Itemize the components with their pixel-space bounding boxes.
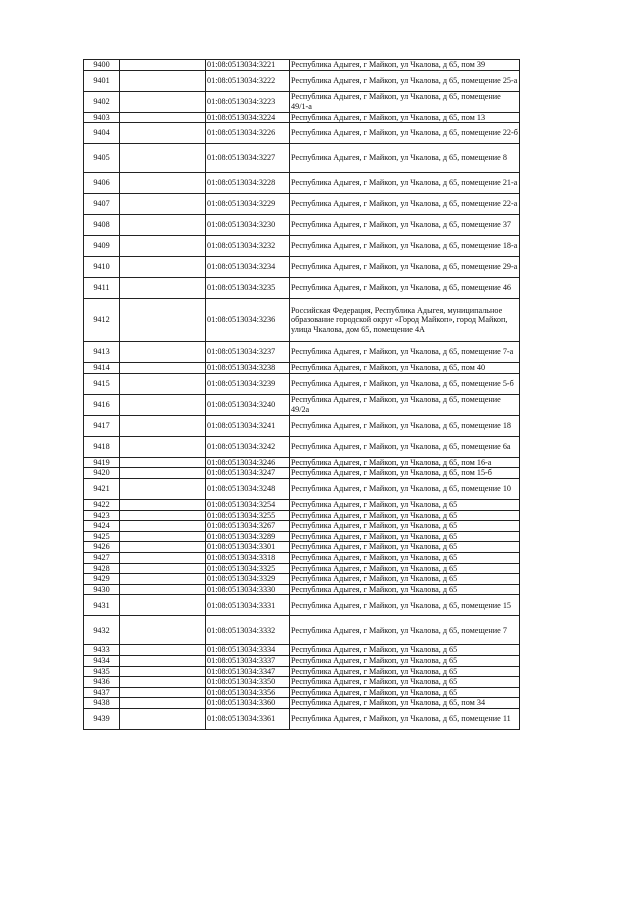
registry-body [84,60,520,730]
table-row [84,278,520,299]
address: Республика Адыгея, г Майкоп, ул Чкалова, д 65, пом 13 [290,112,520,123]
address: Республика Адыгея, г Майкоп, ул Чкалова, д 65, помещение 7 [290,616,520,645]
row-number: 9431 [84,595,120,616]
cadastral-number: 01:08:0513034:3234 [206,257,290,278]
row-number: 9406 [84,173,120,194]
cadastral-number: 01:08:0513034:3331 [206,595,290,616]
empty-cell [120,194,206,215]
table-row [84,542,520,553]
row-number: 9433 [84,645,120,656]
row-number: 9435 [84,666,120,677]
table-row [84,468,520,479]
cadastral-number: 01:08:0513034:3227 [206,144,290,173]
row-number: 9419 [84,457,120,468]
address: Республика Адыгея, г Майкоп, ул Чкалова, д 65, пом 15-б [290,468,520,479]
empty-cell [120,499,206,510]
table-row [84,478,520,499]
address: Республика Адыгея, г Майкоп, ул Чкалова, д 65, помещение 5-б [290,373,520,394]
row-number: 9414 [84,363,120,374]
address: Республика Адыгея, г Майкоп, ул Чкалова, д 65, помещение 46 [290,278,520,299]
empty-cell [120,584,206,595]
table-row [84,194,520,215]
row-number: 9412 [84,299,120,342]
row-number: 9405 [84,144,120,173]
empty-cell [120,257,206,278]
row-number: 9425 [84,531,120,542]
table-row [84,173,520,194]
cadastral-number: 01:08:0513034:3235 [206,278,290,299]
address: Республика Адыгея, г Майкоп, ул Чкалова, д 65, помещение 18-а [290,236,520,257]
empty-cell [120,144,206,173]
row-number: 9411 [84,278,120,299]
row-number: 9415 [84,373,120,394]
address: Республика Адыгея, г Майкоп, ул Чкалова, д 65, помещение 22-а [290,194,520,215]
table-row [84,521,520,532]
row-number: 9402 [84,91,120,112]
cadastral-number: 01:08:0513034:3230 [206,215,290,236]
cadastral-number: 01:08:0513034:3247 [206,468,290,479]
table-row [84,394,520,415]
cadastral-number: 01:08:0513034:3289 [206,531,290,542]
table-row [84,574,520,585]
address: Республика Адыгея, г Майкоп, ул Чкалова, д 65, помещение 6а [290,436,520,457]
row-number: 9401 [84,70,120,91]
cadastral-number: 01:08:0513034:3255 [206,510,290,521]
empty-cell [120,278,206,299]
cadastral-number: 01:08:0513034:3254 [206,499,290,510]
row-number: 9404 [84,123,120,144]
table-row [84,457,520,468]
empty-cell [120,394,206,415]
table-row [84,552,520,563]
address: Республика Адыгея, г Майкоп, ул Чкалова, д 65 [290,542,520,553]
row-number: 9421 [84,478,120,499]
empty-cell [120,468,206,479]
cadastral-number: 01:08:0513034:3232 [206,236,290,257]
cadastral-number: 01:08:0513034:3301 [206,542,290,553]
address: Республика Адыгея, г Майкоп, ул Чкалова, д 65 [290,666,520,677]
row-number: 9422 [84,499,120,510]
empty-cell [120,645,206,656]
cadastral-number: 01:08:0513034:3224 [206,112,290,123]
cadastral-number: 01:08:0513034:3318 [206,552,290,563]
address: Республика Адыгея, г Майкоп, ул Чкалова, д 65 [290,687,520,698]
table-row [84,236,520,257]
cadastral-number: 01:08:0513034:3356 [206,687,290,698]
row-number: 9424 [84,521,120,532]
empty-cell [120,666,206,677]
address: Республика Адыгея, г Майкоп, ул Чкалова, д 65, помещение 15 [290,595,520,616]
row-number: 9432 [84,616,120,645]
cadastral-number: 01:08:0513034:3223 [206,91,290,112]
cadastral-number: 01:08:0513034:3239 [206,373,290,394]
address: Республика Адыгея, г Майкоп, ул Чкалова, д 65, пом 34 [290,698,520,709]
table-row [84,215,520,236]
address: Республика Адыгея, г Майкоп, ул Чкалова, д 65 [290,645,520,656]
row-number: 9423 [84,510,120,521]
cadastral-number: 01:08:0513034:3360 [206,698,290,709]
cadastral-number: 01:08:0513034:3248 [206,478,290,499]
address: Республика Адыгея, г Майкоп, ул Чкалова, д 65 [290,574,520,585]
address: Республика Адыгея, г Майкоп, ул Чкалова, д 65, помещение 25-а [290,70,520,91]
empty-cell [120,542,206,553]
address: Республика Адыгея, г Майкоп, ул Чкалова, д 65, помещение 49/1-а [290,91,520,112]
address: Республика Адыгея, г Майкоп, ул Чкалова, д 65, помещение 37 [290,215,520,236]
property-registry-table [83,59,520,730]
table-row [84,342,520,363]
row-number: 9420 [84,468,120,479]
address: Республика Адыгея, г Майкоп, ул Чкалова, д 65, помещение 49/2а [290,394,520,415]
empty-cell [120,373,206,394]
table-row [84,595,520,616]
address: Республика Адыгея, г Майкоп, ул Чкалова, д 65 [290,499,520,510]
empty-cell [120,363,206,374]
table-row [84,584,520,595]
table-row [84,373,520,394]
cadastral-number: 01:08:0513034:3347 [206,666,290,677]
address: Республика Адыгея, г Майкоп, ул Чкалова, д 65, помещение 21-а [290,173,520,194]
table-row [84,698,520,709]
address: Республика Адыгея, г Майкоп, ул Чкалова, д 65, помещение 10 [290,478,520,499]
cadastral-number: 01:08:0513034:3222 [206,70,290,91]
empty-cell [120,236,206,257]
empty-cell [120,91,206,112]
cadastral-number: 01:08:0513034:3361 [206,708,290,729]
empty-cell [120,415,206,436]
table-row [84,708,520,729]
empty-cell [120,123,206,144]
empty-cell [120,574,206,585]
row-number: 9437 [84,687,120,698]
row-number: 9413 [84,342,120,363]
row-number: 9430 [84,584,120,595]
address: Республика Адыгея, г Майкоп, ул Чкалова, д 65 [290,677,520,688]
table-row [84,510,520,521]
row-number: 9434 [84,655,120,666]
empty-cell [120,677,206,688]
cadastral-number: 01:08:0513034:3332 [206,616,290,645]
address: Республика Адыгея, г Майкоп, ул Чкалова, д 65, помещение 29-а [290,257,520,278]
empty-cell [120,215,206,236]
cadastral-number: 01:08:0513034:3330 [206,584,290,595]
table-row [84,436,520,457]
cadastral-number: 01:08:0513034:3246 [206,457,290,468]
empty-cell [120,698,206,709]
cadastral-number: 01:08:0513034:3238 [206,363,290,374]
cadastral-number: 01:08:0513034:3240 [206,394,290,415]
address: Республика Адыгея, г Майкоп, ул Чкалова, д 65 [290,510,520,521]
table-row [84,616,520,645]
cadastral-number: 01:08:0513034:3229 [206,194,290,215]
empty-cell [120,563,206,574]
cadastral-number: 01:08:0513034:3241 [206,415,290,436]
address: Республика Адыгея, г Майкоп, ул Чкалова, д 65 [290,563,520,574]
cadastral-number: 01:08:0513034:3329 [206,574,290,585]
empty-cell [120,112,206,123]
table-row [84,655,520,666]
table-row [84,415,520,436]
address: Республика Адыгея, г Майкоп, ул Чкалова, д 65 [290,655,520,666]
row-number: 9417 [84,415,120,436]
row-number: 9426 [84,542,120,553]
address: Республика Адыгея, г Майкоп, ул Чкалова, д 65, помещение 7-а [290,342,520,363]
empty-cell [120,616,206,645]
row-number: 9407 [84,194,120,215]
address: Республика Адыгея, г Майкоп, ул Чкалова, д 65, пом 39 [290,60,520,71]
address: Республика Адыгея, г Майкоп, ул Чкалова, д 65, пом 40 [290,363,520,374]
cadastral-number: 01:08:0513034:3337 [206,655,290,666]
row-number: 9416 [84,394,120,415]
address: Республика Адыгея, г Майкоп, ул Чкалова, д 65, помещение 11 [290,708,520,729]
row-number: 9429 [84,574,120,585]
empty-cell [120,70,206,91]
address: Республика Адыгея, г Майкоп, ул Чкалова, д 65 [290,552,520,563]
empty-cell [120,531,206,542]
empty-cell [120,655,206,666]
address: Республика Адыгея, г Майкоп, ул Чкалова, д 65, помещение 8 [290,144,520,173]
address: Республика Адыгея, г Майкоп, ул Чкалова, д 65, помещение 18 [290,415,520,436]
address: Республика Адыгея, г Майкоп, ул Чкалова, д 65, помещение 22-б [290,123,520,144]
table-row [84,144,520,173]
cadastral-number: 01:08:0513034:3242 [206,436,290,457]
table-row [84,60,520,71]
table-row [84,257,520,278]
empty-cell [120,708,206,729]
cadastral-number: 01:08:0513034:3236 [206,299,290,342]
cadastral-number: 01:08:0513034:3228 [206,173,290,194]
empty-cell [120,478,206,499]
cadastral-number: 01:08:0513034:3221 [206,60,290,71]
empty-cell [120,60,206,71]
empty-cell [120,173,206,194]
empty-cell [120,457,206,468]
table-row [84,563,520,574]
row-number: 9439 [84,708,120,729]
table-row [84,687,520,698]
cadastral-number: 01:08:0513034:3226 [206,123,290,144]
cadastral-number: 01:08:0513034:3350 [206,677,290,688]
row-number: 9418 [84,436,120,457]
table-row [84,363,520,374]
row-number: 9427 [84,552,120,563]
cadastral-number: 01:08:0513034:3334 [206,645,290,656]
table-row [84,499,520,510]
row-number: 9409 [84,236,120,257]
row-number: 9438 [84,698,120,709]
address: Республика Адыгея, г Майкоп, ул Чкалова, д 65 [290,521,520,532]
empty-cell [120,552,206,563]
empty-cell [120,687,206,698]
address: Республика Адыгея, г Майкоп, ул Чкалова, д 65 [290,584,520,595]
table-row [84,299,520,342]
address: Республика Адыгея, г Майкоп, ул Чкалова, д 65 [290,531,520,542]
table-row [84,70,520,91]
table-row [84,645,520,656]
empty-cell [120,299,206,342]
table-row [84,123,520,144]
address: Республика Адыгея, г Майкоп, ул Чкалова, д 65, пом 16-а [290,457,520,468]
empty-cell [120,595,206,616]
address: Российская Федерация, Республика Адыгея, муниципальное образование городской округ «Город Майкоп», город Майкоп, улица Чкалова, дом 65, помещение 4А [290,299,520,342]
row-number: 9408 [84,215,120,236]
empty-cell [120,510,206,521]
row-number: 9436 [84,677,120,688]
row-number: 9428 [84,563,120,574]
empty-cell [120,521,206,532]
table-row [84,677,520,688]
cadastral-number: 01:08:0513034:3267 [206,521,290,532]
empty-cell [120,342,206,363]
cadastral-number: 01:08:0513034:3237 [206,342,290,363]
row-number: 9403 [84,112,120,123]
row-number: 9400 [84,60,120,71]
table-row [84,531,520,542]
row-number: 9410 [84,257,120,278]
table-row [84,112,520,123]
table-row [84,666,520,677]
empty-cell [120,436,206,457]
table-row [84,91,520,112]
cadastral-number: 01:08:0513034:3325 [206,563,290,574]
